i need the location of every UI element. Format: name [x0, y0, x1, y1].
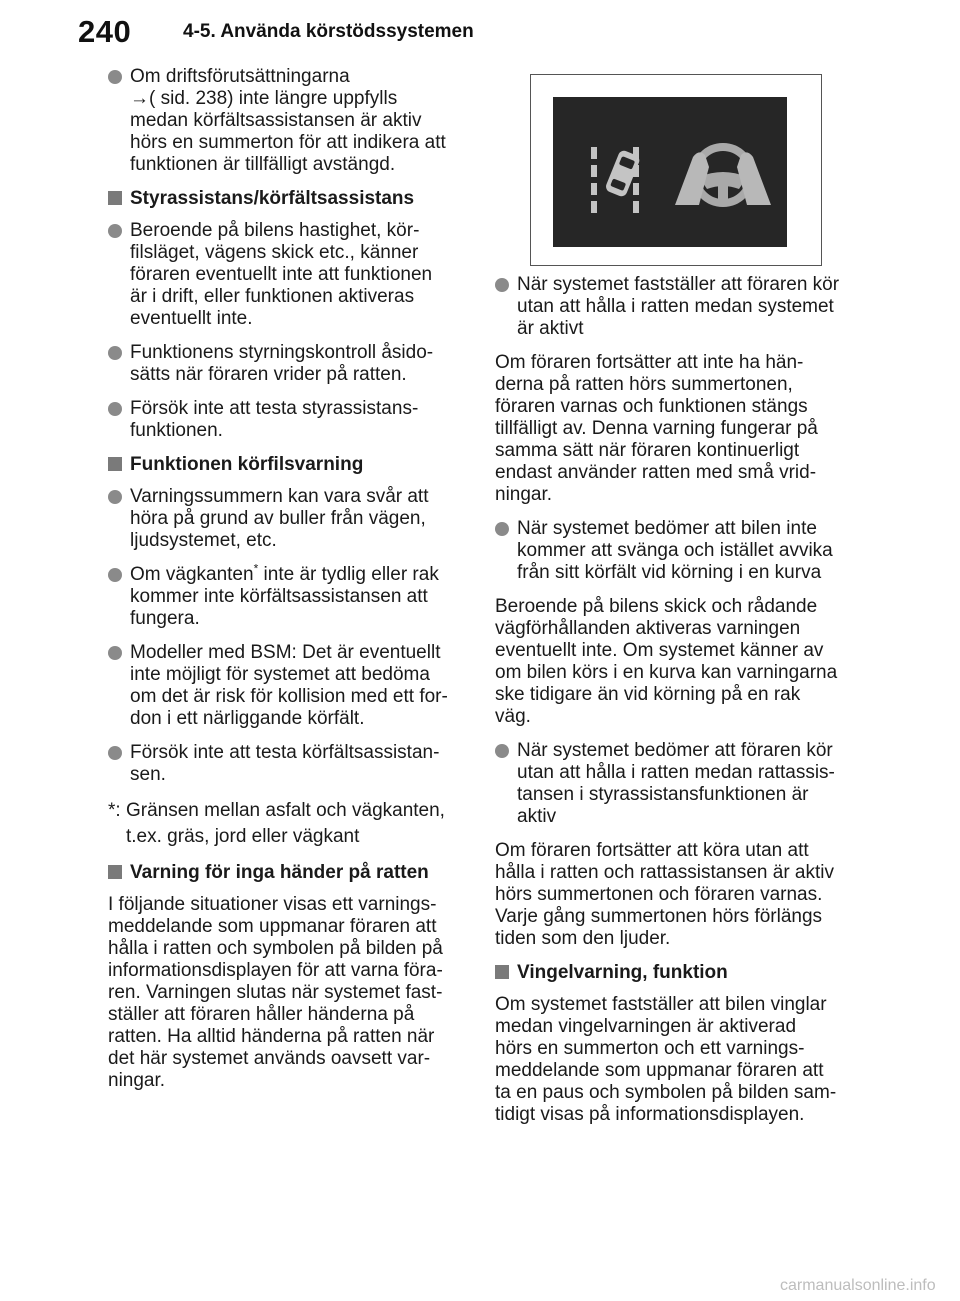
section-heading: Varning för inga händer på ratten — [108, 862, 468, 884]
bullet-item: Om driftsförutsättningarna →( sid. 238) inte längre uppfylls medan körfältsassistansen är aktiv hörs en summerton för att indikera att funktionen är tillfälligt avstängd. — [108, 66, 468, 176]
bullet-icon — [108, 346, 122, 360]
bullet-icon — [108, 402, 122, 416]
paragraph: Beroende på bilens skick och rådande vägförhållanden aktiveras varningen eventuellt inte. Om systemet känner av om bilen körs i en kurva kan varningarna ske tidigare än vid körning på en rak väg. — [495, 596, 838, 727]
bullet-item: Försök inte att testa körfältsassistan- sen. — [108, 742, 468, 786]
bullet-icon — [108, 224, 122, 238]
bullet-item: Om vägkanten* inte är tydlig eller rak kommer inte körfältsassistansen att fungera. — [108, 564, 468, 630]
paragraph: Om föraren fortsätter att inte ha hän- derna på ratten hörs summertonen, föraren varnas och funktionen stängs tillfälligt av. Denna varning fungerar på samma sätt när föraren kontinuerligt endast använder ratten med små vrid- ningar. — [495, 352, 818, 505]
bullet-icon — [495, 744, 509, 758]
bullet-item: Försök inte att testa styrassistans- funktionen. — [108, 398, 468, 442]
hands-on-wheel-icon — [675, 147, 771, 205]
paragraph: Om föraren fortsätter att köra utan att hålla i ratten och rattassistansen är aktiv hörs summertonen och föraren varnas. Varje gång summertonen hörs förlängs tiden som den ljuder. — [495, 840, 835, 949]
bullet-icon — [108, 568, 122, 582]
bullet-item: Varningssummern kan vara svår att höra på grund av buller från vägen, ljudsystemet, etc. — [108, 486, 468, 552]
bullet-icon — [108, 490, 122, 504]
bullet-item: När systemet bedömer att bilen inte kommer att svänga och istället avvika från sitt körfält vid körning i en kurva — [495, 518, 855, 584]
page-number: 240 — [78, 14, 132, 49]
bullet-item: Beroende på bilens hastighet, kör- filsläget, vägens skick etc., känner föraren eventuellt inte att funktionen är i drift, eller funktionen aktiveras eventuellt inte. — [108, 220, 468, 330]
bullet-item: Funktionens styrningskontroll åsido- sätts när föraren vrider på ratten. — [108, 342, 468, 386]
page-header — [0, 0, 960, 62]
lane-departure-icon — [591, 147, 641, 213]
bullet-icon — [108, 70, 122, 84]
square-bullet-icon — [108, 191, 122, 205]
section-heading: Styrassistans/körfältsassistans — [108, 188, 468, 210]
bullet-icon — [495, 522, 509, 536]
paragraph: Om systemet fastställer att bilen vinglar medan vingelvarningen är aktiverad hörs en summerton och ett varnings- meddelande som uppmanar föraren att ta en paus och symbolen på bilden sam- tidigt visas på informationsdisplayen. — [495, 994, 837, 1125]
left-column — [108, 66, 468, 1104]
square-bullet-icon — [495, 965, 509, 979]
square-bullet-icon — [108, 457, 122, 471]
bullet-icon — [495, 278, 509, 292]
information-display — [553, 97, 787, 247]
display-figure — [530, 74, 822, 266]
bullet-item: När systemet fastställer att föraren kör utan att hålla i ratten medan systemet är aktivt — [495, 274, 855, 340]
arrow-icon: → — [130, 88, 149, 109]
bullet-item: När systemet bedömer att föraren kör utan att hålla i ratten medan rattassis- tansen i styrassistansfunktionen är aktiv — [495, 740, 855, 828]
footnote-marker: * — [253, 561, 259, 576]
section-heading: Funktionen körfilsvarning — [108, 454, 468, 476]
bullet-icon — [108, 746, 122, 760]
square-bullet-icon — [108, 865, 122, 879]
footnote: *: Gränsen mellan asfalt och vägkanten, t.ex. gräs, jord eller vägkant — [108, 800, 445, 847]
bullet-item: Modeller med BSM: Det är eventuellt inte möjligt för systemet att bedöma om det är risk för kollision med ett for- don i ett närliggande körfält. — [108, 642, 468, 730]
right-column — [495, 274, 855, 1138]
paragraph: I följande situationer visas ett varnings- meddelande som uppmanar föraren att hålla i ratten och symbolen på bilden på informationsdisplayen för att varna föra- ren. Varningen slutas när systemet fast- ställer att föraren håller händerna på ratten. Ha alltid händerna på ratten när det här systemet används oavsett var- ningar. — [108, 894, 443, 1091]
section-title: 4-5. Använda körstödssystemen — [183, 21, 474, 42]
watermark: carmanualsonline.info — [780, 1277, 936, 1294]
section-heading: Vingelvarning, funktion — [495, 962, 855, 984]
bullet-icon — [108, 646, 122, 660]
